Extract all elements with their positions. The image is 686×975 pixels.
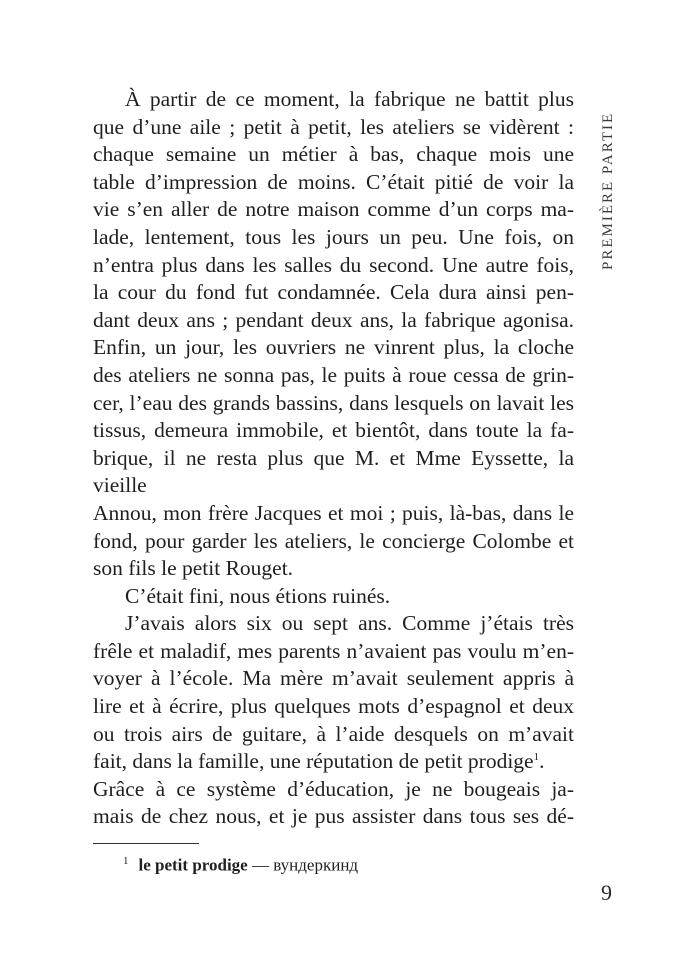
footnote-translation: — вундеркинд xyxy=(251,855,359,875)
text-line xyxy=(93,638,574,666)
text-line-content: J’avais alors six ou sept ans. Comme j’étais très xyxy=(125,611,574,636)
text-line xyxy=(93,693,574,721)
text-line-content: vie s’en aller de notre maison comme d’un corps ma- xyxy=(93,197,574,222)
text-line-content: son fils le petit Rouget. xyxy=(93,556,294,581)
text-line xyxy=(93,776,574,804)
text-line-content: lade, lentement, tous les jours un peu. Une fois, on xyxy=(93,224,574,249)
text-line-content: cer, l’eau des grands bassins, dans lesquels on lavait les xyxy=(93,390,574,415)
text-line-content: que d’une aile ; petit à petit, les ateliers se vidèrent : xyxy=(93,114,574,139)
text-line xyxy=(93,500,574,528)
text-line-content: Grâce à ce système d’éducation, je ne bougeais ja- xyxy=(93,776,574,801)
text-line xyxy=(93,748,574,776)
text-line-content: brique, il ne resta plus que M. et Mme Eyssette, la vieille xyxy=(93,445,574,498)
text-line xyxy=(93,721,574,749)
text-line-content: table d’impression de moins. C’était pitié de voir la xyxy=(93,169,574,194)
running-head: PREMIÈRE PARTIE xyxy=(600,111,616,270)
text-line xyxy=(93,417,574,445)
text-line-content: Enfin, un jour, les ouvriers ne vinrent plus, la cloche xyxy=(93,335,574,360)
text-line xyxy=(93,252,574,280)
text-line-content: fond, pour garder les ateliers, le concierge Colombe et xyxy=(93,528,574,553)
text-line-content: la cour du fond fut condamnée. Cela dura ainsi pen- xyxy=(93,280,574,305)
text-line xyxy=(93,196,574,224)
footnote-reference: 1 xyxy=(533,751,540,764)
body-text xyxy=(93,86,574,831)
text-line xyxy=(93,362,574,390)
text-line-content: lire et à écrire, plus quelques mots d’espagnol et deux xyxy=(93,694,574,719)
footnote-term: le petit prodige xyxy=(138,855,248,875)
text-line-content: À partir de ce moment, la fabrique ne battit plus xyxy=(125,87,574,111)
text-line-content: dant deux ans ; pendant deux ans, la fabrique agonisa. xyxy=(93,307,574,332)
text-line-content: n’entra plus dans les salles du second. Une autre fois, xyxy=(93,252,574,277)
text-line xyxy=(93,583,574,611)
text-line xyxy=(93,610,574,638)
text-line xyxy=(93,224,574,252)
text-line xyxy=(93,114,574,142)
text-line xyxy=(93,141,574,169)
text-line-content: voyer à l’école. Ma mère m’avait seulement appris à xyxy=(93,666,574,691)
text-line-content: frêle et maladif, mes parents n’avaient pas voulu m’en- xyxy=(93,638,574,663)
footnote-divider xyxy=(93,843,199,844)
text-line-content: chaque semaine un métier à bas, chaque mois une xyxy=(93,142,574,167)
text-line xyxy=(93,334,574,362)
text-line-content: Annou, mon frère Jacques et moi ; puis, là-bas, dans le xyxy=(93,500,574,525)
text-line xyxy=(93,390,574,418)
text-line-content: des ateliers ne sonna pas, le puits à roue cessa de grin- xyxy=(93,362,574,387)
text-line-content: fait, dans la famille, une réputation de petit prodige xyxy=(93,749,534,774)
text-line-content: ou trois airs de guitare, à l’aide desquels on m’avait xyxy=(93,721,574,746)
text-line xyxy=(93,803,574,831)
footnote xyxy=(123,850,358,877)
page-number: 9 xyxy=(601,880,612,905)
text-line xyxy=(93,665,574,693)
text-line-content: tissus, demeura immobile, et bientôt, dans toute la fa- xyxy=(93,418,574,443)
text-line xyxy=(93,528,574,556)
text-line xyxy=(93,307,574,335)
footnote-number: 1 xyxy=(123,855,129,867)
text-line xyxy=(93,279,574,307)
period: . xyxy=(539,749,545,774)
text-line xyxy=(93,86,574,114)
text-line xyxy=(93,169,574,197)
text-line-content: C’était fini, nous étions ruinés. xyxy=(125,583,391,608)
text-line xyxy=(93,555,574,583)
text-line-content: mais de chez nous, et je pus assister dans tous ses dé- xyxy=(93,804,574,829)
text-line xyxy=(93,445,574,500)
